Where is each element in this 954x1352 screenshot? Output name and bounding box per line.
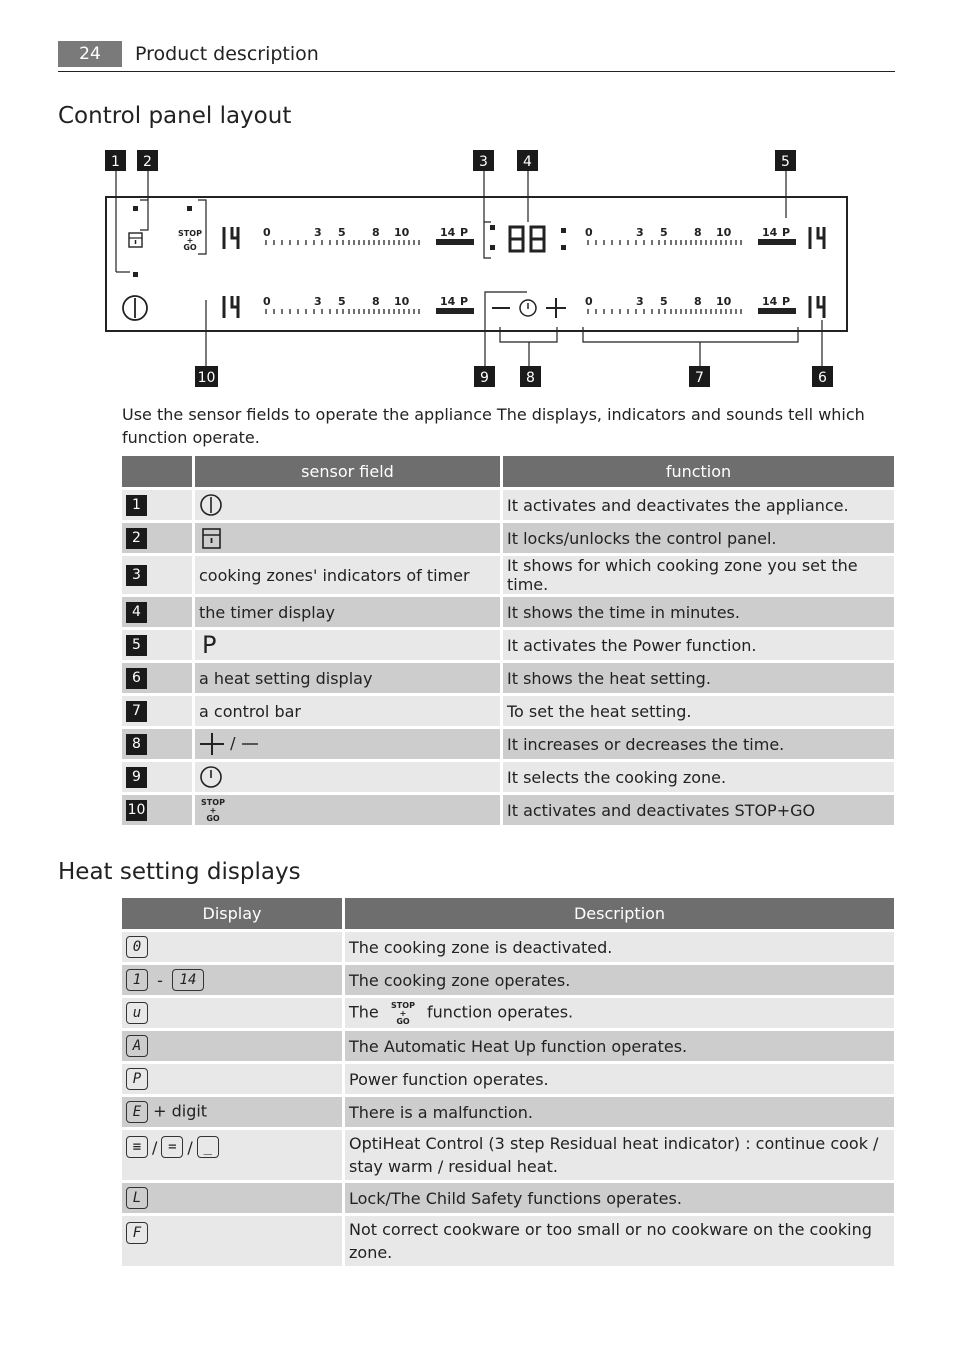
display-extra: + digit: [153, 1101, 208, 1121]
description-cell: The cooking zone operates.: [345, 965, 894, 995]
description-cell: Lock/The Child Safety functions operates.: [345, 1183, 894, 1213]
header-title: Product description: [135, 43, 319, 65]
display-symbol: P: [126, 1068, 148, 1090]
row-number: 9: [126, 767, 147, 788]
svg-text:STOP: STOP: [178, 229, 202, 238]
svg-text:5: 5: [660, 226, 668, 239]
sensor-field-cell: the timer display: [195, 597, 500, 627]
svg-text:0: 0: [585, 295, 593, 308]
function-cell: It shows the heat setting.: [503, 663, 894, 693]
svg-text:GO: GO: [206, 814, 220, 823]
display-symbol: E: [126, 1101, 148, 1123]
function-cell: It activates the Power function.: [503, 630, 894, 660]
sensor-field-cell: a heat setting display: [195, 663, 500, 693]
table-row: [122, 1130, 894, 1180]
timer-icon[interactable]: [520, 300, 536, 316]
svg-text:3: 3: [636, 226, 644, 239]
svg-text:10: 10: [716, 226, 732, 239]
description-post: function operates.: [426, 1002, 574, 1022]
svg-text:10: 10: [394, 226, 410, 239]
table1-header-function: function: [503, 456, 894, 487]
section-title-heat-setting: Heat setting displays: [58, 859, 301, 885]
function-cell: It activates and deactivates the appliance.: [503, 490, 894, 520]
svg-text:14: 14: [440, 295, 456, 308]
svg-text:GO: GO: [183, 243, 197, 252]
table-row: [122, 696, 894, 726]
display-symbol: F: [126, 1222, 148, 1244]
table-row: [122, 932, 894, 962]
description-pre: The: [349, 1002, 379, 1022]
svg-text:8: 8: [372, 295, 380, 308]
lock-icon: [199, 526, 223, 550]
svg-text:8: 8: [372, 226, 380, 239]
svg-text:5: 5: [338, 295, 346, 308]
callout-7: 7: [695, 370, 704, 386]
svg-text:5: 5: [338, 226, 346, 239]
svg-text:3: 3: [636, 295, 644, 308]
separator: /: [152, 1137, 158, 1157]
function-cell: It increases or decreases the time.: [503, 729, 894, 759]
row-number: 2: [126, 528, 147, 549]
function-cell: To set the heat setting.: [503, 696, 894, 726]
svg-text:14: 14: [762, 226, 778, 239]
svg-text:STOP: STOP: [201, 798, 225, 807]
display-symbol: 1: [126, 969, 148, 991]
section-title-control-panel: Control panel layout: [58, 103, 292, 129]
separator: /: [230, 733, 236, 753]
table-row: [122, 556, 894, 594]
callout-2: 2: [143, 154, 152, 170]
display-symbol: A: [126, 1035, 148, 1057]
svg-text:P: P: [782, 226, 791, 239]
table-row: [122, 998, 894, 1028]
table-row: [122, 597, 894, 627]
table-row: [122, 965, 894, 995]
display-symbol: =: [161, 1136, 183, 1158]
table-row: [122, 1031, 894, 1061]
row-number: 5: [126, 635, 147, 656]
svg-text:P: P: [460, 295, 469, 308]
table-row: [122, 1216, 894, 1266]
row-number: 6: [126, 668, 147, 689]
separator: /: [187, 1137, 193, 1157]
row-number: 3: [126, 565, 147, 586]
description-cell: There is a malfunction.: [345, 1097, 894, 1127]
svg-text:0: 0: [585, 226, 593, 239]
svg-text:0: 0: [263, 226, 271, 239]
heat-setting-table: [119, 895, 897, 1269]
control-panel-diagram: [0, 140, 954, 400]
minus-icon: [241, 739, 259, 749]
stop-go-icon: [390, 1000, 416, 1026]
svg-text:5: 5: [660, 295, 668, 308]
sensor-field-cell: cooking zones' indicators of timer: [195, 556, 500, 594]
lock-icon[interactable]: [129, 233, 142, 247]
function-cell: It selects the cooking zone.: [503, 762, 894, 792]
display-symbol: L: [126, 1187, 148, 1209]
sensor-field-table: [119, 453, 897, 828]
intro-text: Use the sensor fields to operate the appliance The displays, indicators and sounds tell which function operate.: [122, 405, 865, 447]
svg-text:10: 10: [716, 295, 732, 308]
callout-5: 5: [781, 154, 790, 170]
svg-text:+: +: [399, 1009, 407, 1018]
display-symbol: 14: [172, 969, 204, 991]
callout-9: 9: [480, 370, 489, 386]
function-cell: It shows for which cooking zone you set the time.: [503, 556, 894, 594]
table2-header-description: Description: [345, 898, 894, 929]
table1-header-sensor-field: sensor field: [195, 456, 500, 487]
table1-header-blank: [122, 456, 192, 487]
row-number: 8: [126, 734, 147, 755]
plus-icon[interactable]: [546, 298, 566, 318]
display-symbol: u: [126, 1002, 148, 1024]
function-cell: It activates and deactivates STOP+GO: [503, 795, 894, 825]
row-number: 10: [126, 800, 147, 821]
function-cell: It locks/unlocks the control panel.: [503, 523, 894, 553]
table-row: [122, 1183, 894, 1213]
display-symbol: _: [197, 1136, 219, 1158]
timer-icon: [199, 765, 223, 789]
row-number: 1: [126, 495, 147, 516]
p-icon: P: [202, 631, 217, 659]
separator: -: [157, 970, 163, 990]
description-cell: Not correct cookware or too small or no cookware on the cooking zone.: [345, 1216, 894, 1266]
display-symbol: ≡: [126, 1136, 148, 1158]
table-row: [122, 490, 894, 520]
svg-text:GO: GO: [396, 1017, 410, 1026]
svg-text:14: 14: [440, 226, 456, 239]
sensor-field-cell: a control bar: [195, 696, 500, 726]
svg-text:P: P: [782, 295, 791, 308]
svg-text:+: +: [186, 236, 194, 245]
table2-header-display: Display: [122, 898, 342, 929]
callout-6: 6: [818, 370, 827, 386]
row-number: 4: [126, 602, 147, 623]
table-row: [122, 663, 894, 693]
stop-go-icon: [199, 797, 227, 823]
callout-8: 8: [526, 370, 535, 386]
svg-text:+: +: [209, 806, 217, 815]
description-cell: Power function operates.: [345, 1064, 894, 1094]
plus-icon: [199, 732, 225, 756]
callout-10: 10: [197, 370, 216, 386]
table-row: [122, 795, 894, 825]
row-number: 7: [126, 701, 147, 722]
timer-display: [510, 227, 544, 251]
table-row: [122, 1064, 894, 1094]
svg-text:3: 3: [314, 226, 322, 239]
svg-text:8: 8: [694, 226, 702, 239]
svg-text:STOP: STOP: [390, 1001, 415, 1010]
description-cell: The cooking zone is deactivated.: [345, 932, 894, 962]
table-row: [122, 1097, 894, 1127]
description-cell: OptiHeat Control (3 step Residual heat indicator) : continue cook / stay warm / residual heat.: [345, 1130, 894, 1180]
page-number: 24: [58, 41, 122, 67]
callout-4: 4: [523, 154, 532, 170]
callout-1: 1: [111, 154, 120, 170]
table-row: [122, 523, 894, 553]
svg-text:8: 8: [694, 295, 702, 308]
svg-text:0: 0: [263, 295, 271, 308]
svg-text:P: P: [460, 226, 469, 239]
function-cell: It shows the time in minutes.: [503, 597, 894, 627]
table-row: [122, 762, 894, 792]
power-icon[interactable]: [123, 296, 147, 320]
svg-text:14: 14: [762, 295, 778, 308]
callout-3: 3: [479, 154, 488, 170]
display-symbol: 0: [126, 936, 148, 958]
svg-text:10: 10: [394, 295, 410, 308]
page-header: [58, 38, 895, 72]
table-row: [122, 630, 894, 660]
stop-go-icon[interactable]: [178, 229, 202, 252]
svg-text:3: 3: [314, 295, 322, 308]
table-row: [122, 729, 894, 759]
description-cell: The Automatic Heat Up function operates.: [345, 1031, 894, 1061]
power-icon: [199, 493, 223, 517]
